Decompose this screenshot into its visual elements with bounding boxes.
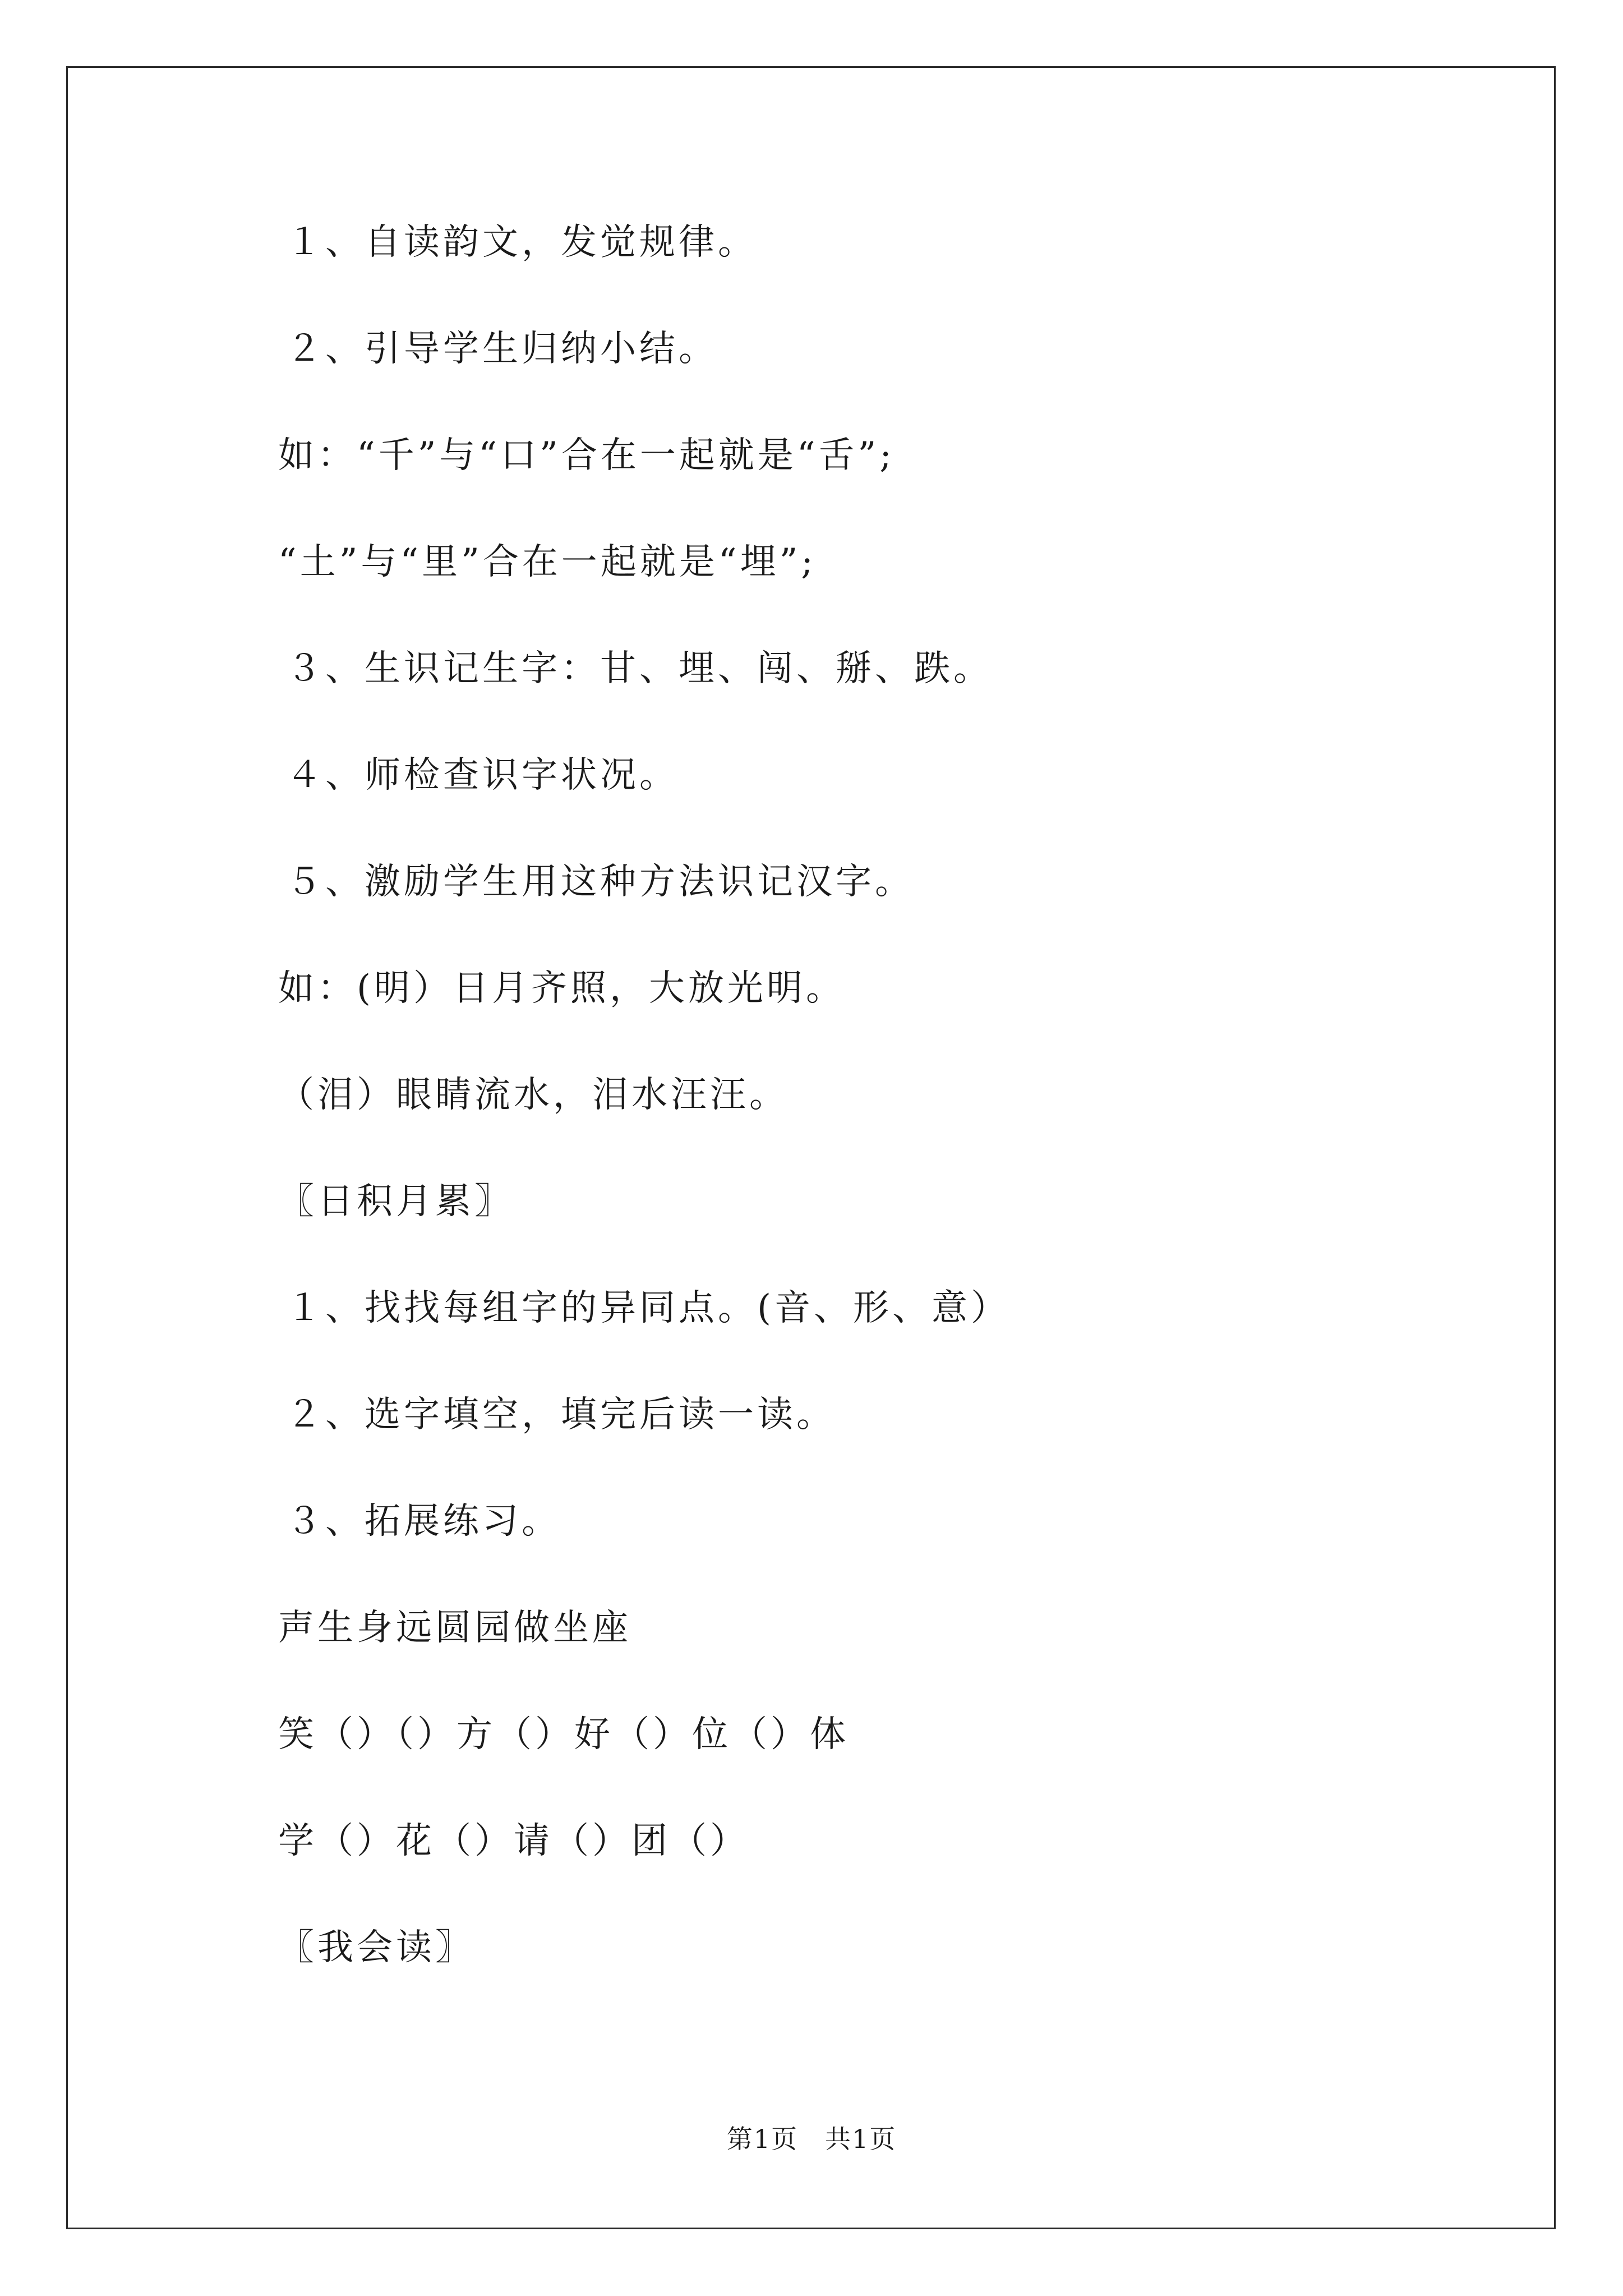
- paragraph-12: ２、选字填空，填完后读一读。: [286, 1394, 836, 1435]
- paragraph-1: １、自读韵文，发觉规律。: [286, 222, 757, 263]
- paragraph-7: ５、激励学生用这种方法识记汉字。: [286, 861, 914, 903]
- paragraph-13: ３、拓展练习。: [286, 1501, 561, 1542]
- fill-blank-row-2: 学（）花（）请（）团（）: [278, 1820, 749, 1862]
- paragraph-11: １、找找每组字的异同点。(音、形、意）: [286, 1287, 1010, 1329]
- paragraph-2: ２、引导学生归纳小结。: [286, 328, 718, 370]
- paragraph-8: 如：(明）日月齐照，大放光明。: [278, 968, 845, 1009]
- paragraph-5: ３、生识记生字：甘、埋、闯、掰、跌。: [286, 648, 993, 689]
- section-heading-read: 〖我会读〗: [278, 1927, 474, 1968]
- paragraph-3: 如：“千”与“口”合在一起就是“舌”;: [278, 435, 895, 476]
- fill-blank-row-1: 笑（）（）方（）好（）位（）体: [278, 1714, 849, 1755]
- document-body: [278, 224, 1512, 2036]
- page-footer: 第1页 共1页: [726, 2124, 897, 2154]
- word-bank: 声生身远圆园做坐座: [278, 1607, 631, 1649]
- paragraph-9: （泪）眼睛流水，泪水汪汪。: [278, 1074, 789, 1116]
- paragraph-4: “土”与“里”合在一起就是“埋”;: [278, 541, 817, 583]
- section-heading-daily: 〖日积月累〗: [278, 1181, 514, 1222]
- paragraph-6: ４、师检查识字状况。: [286, 754, 679, 796]
